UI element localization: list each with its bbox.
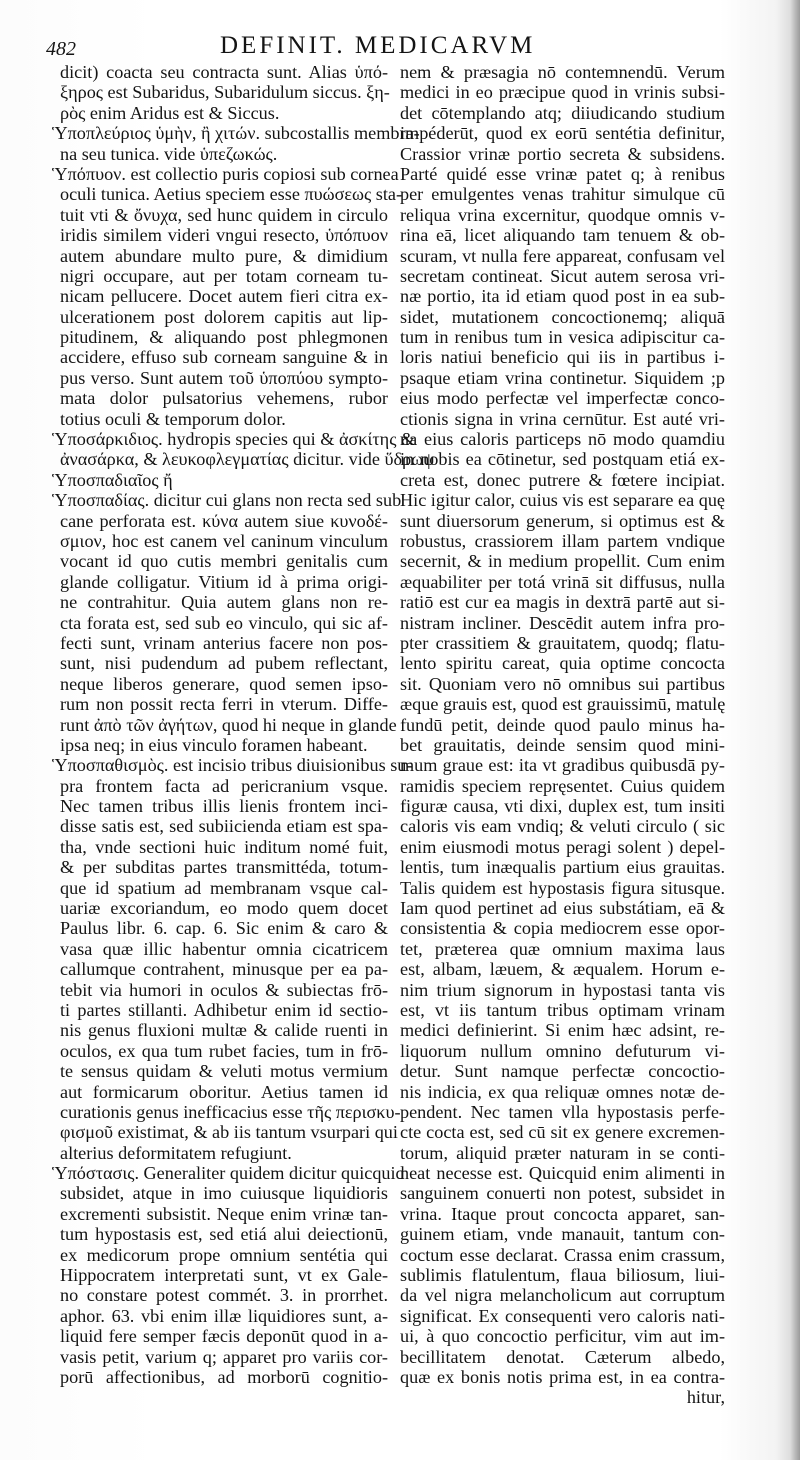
text-line: uariæ excoriandum, eo modo quem docet	[60, 898, 388, 919]
text-line: Hic igitur calor, cuius vis est separare ea quę	[400, 490, 726, 511]
text-line: lento spiritu careat, quia optime concocta	[400, 653, 725, 674]
text-line: creta est, donec putrere & fœtere incipiat.	[400, 469, 725, 490]
left-text-column	[52, 62, 435, 1387]
text-line: ratiō est cur ea magis in dextrā partē aut si-	[400, 592, 725, 613]
text-line: tum hypostasis est, sed etiá alui deiectionū,	[60, 1224, 388, 1245]
text-line: aphor. 63. vbi enim illæ liquidiores sunt, a-	[60, 1305, 388, 1326]
text-line: ui, à quo concoctio perficitur, vim aut im-	[400, 1326, 725, 1347]
text-line: neat necesse est. Quicquid enim alimenti in	[400, 1163, 725, 1184]
text-line: cane perforata est. κύνα autem siue κυνοδέ-	[60, 510, 388, 531]
text-line: Ὑποσπαδίας. dicitur cui glans non recta sed sub	[52, 490, 402, 511]
text-line: oculos, ex qua tum rubet facies, tum in frō-	[60, 1040, 388, 1061]
text-line: est, vt iis tantum tribus optimam vrinam	[400, 999, 725, 1020]
text-line: pitudinem, & aliquando post phlegmonen	[60, 327, 388, 348]
text-line: ti partes stillanti. Adhibetur enim id sectio-	[60, 999, 388, 1020]
text-line: tet, præterea quæ omnium maxima laus	[400, 938, 725, 959]
text-line: æque grauis est, quod est grauissimū, matulę	[400, 694, 726, 715]
text-line: que id spatium ad membranam vsque cal-	[60, 877, 388, 898]
text-line: ramidis speciem repręsentet. Cuius quidem	[400, 775, 725, 796]
text-line: curationis genus inefficacius esse τῆς περισκυ-	[60, 1101, 401, 1122]
text-line: lentis, tum inæqualis partium eius grauitas.	[400, 857, 725, 878]
text-line: fecti sunt, vrinam anterius facere non pos-	[60, 632, 388, 653]
text-line: Ὑπόπυον. est collectio puris copiosi sub cornea	[52, 163, 399, 184]
text-line: pendent. Nec tamen vlla hypostasis perfe-	[400, 1101, 725, 1122]
text-line: σμιον, hoc est canem vel caninum vinculum	[60, 530, 388, 551]
text-line: enim eiusmodi motus peragi solent ) depel-	[400, 836, 725, 857]
text-line: secernit, & in medium propellit. Cum enim	[400, 551, 725, 572]
text-line: tuit vti & ὄνυχα, sed hunc quidem in circulo	[60, 204, 388, 225]
text-line: Ὑποσπαθισμὸς. est incisio tribus diuisionibus su-	[52, 755, 413, 776]
text-line: Crassior vrinæ portio secreta & subsidens.	[400, 143, 725, 164]
text-line: pra frontem facta ad pericranium vsque.	[60, 775, 388, 796]
running-head: DEFINIT. MEDICARVM	[220, 32, 536, 59]
text-line: φισμοῦ existimat, & ab iis tantum vsurpari qui	[60, 1122, 398, 1143]
text-line: vrina. Itaque prout concocta apparet, san-	[400, 1203, 725, 1224]
text-line: in nobis ea cōtinetur, sed postquam etiá ex-	[400, 449, 725, 470]
text-line: medici in eo præcipue quod in vrinis subsi-	[400, 82, 725, 103]
text-line: Iam quod pertinet ad eius substátiam, eā &	[400, 898, 725, 919]
text-line: & per subditas partes transmittéda, totum-	[60, 857, 388, 878]
text-line: na seu tunica. vide ὑπεζωκώς.	[60, 143, 278, 164]
text-line: Ὑποσάρκιδιος. hydropis species qui & ἀσκίτης &	[52, 429, 416, 450]
text-line: Paulus libr. 6. cap. 6. Sic enim & caro &	[60, 918, 388, 939]
text-line: tum in renibus tum in vesica adipiscitur ca-	[400, 327, 725, 348]
text-line: hitur,	[686, 1387, 725, 1408]
text-line: est, albam, læuem, & æqualem. Horum e-	[400, 959, 725, 980]
text-line: vasis petit, varium q; apparet pro variis cor-	[60, 1346, 388, 1367]
text-line: nis genus fluxioni multæ & calide ruenti in	[60, 1020, 388, 1041]
text-line: accidere, effuso sub corneam sanguine & in	[60, 347, 388, 368]
text-line: Talis quidem est hypostasis figura situsque.	[400, 877, 725, 898]
text-line: guinem etiam, vnde manauit, tantum con-	[400, 1224, 725, 1245]
text-line: ex medicorum prope omnium sentétia qui	[60, 1244, 388, 1265]
text-line: vocant id quo cutis membri genitalis cum	[60, 551, 388, 572]
text-line: liquid fere semper fæcis deponūt quod in a-	[60, 1326, 388, 1347]
text-line: quæ ex bonis notis prima est, in ea contra-	[400, 1367, 725, 1387]
text-line: caloris vis eam vndiq; & veluti circulo ( sic	[400, 816, 725, 837]
text-line: detur. Sunt namque perfectæ concoctio-	[400, 1061, 725, 1082]
text-line: alterius deformitatem refugiunt.	[60, 1142, 292, 1163]
text-line: neque liberos generare, quod semen ipso-	[60, 673, 388, 694]
text-line: sunt, nisi pudendum ad pubem reflectant,	[60, 653, 388, 674]
text-line: liquorum nullum omnino defuturum vi-	[400, 1040, 725, 1061]
text-line: da vel nigra melancholicum aut corruptum	[400, 1285, 725, 1306]
text-line: æquabiliter per totá vrinā sit diffusus, nulla	[400, 571, 725, 592]
text-line: mum graue est: ita vt gradibus quibusdā py-	[400, 755, 725, 776]
text-line: scuram, vt nulla fere appareat, confusam vel	[400, 245, 725, 266]
text-line: Hippocratem interpretati sunt, vt ex Gale-	[60, 1265, 388, 1286]
text-line: tha, vnde sectioni huic inditum nomé fuit,	[60, 836, 388, 857]
text-line: pter crassitiem & grauitatem, quodq; flatu-	[400, 632, 725, 653]
text-line: mata dolor pulsatorius vehemens, rubor	[60, 388, 388, 409]
text-line: excrementi subsistit. Neque enim vrinæ tan-	[60, 1203, 388, 1224]
page-number: 482	[46, 38, 76, 60]
text-line: ἀνασάρκα, & λευκοφλεγματίας dicitur. vide ὕδρωψ	[60, 449, 435, 470]
text-line: eius modo perfectæ vel imperfectæ conco-	[400, 388, 725, 409]
text-line: secretam contineat. Sicut autem serosa vri-	[400, 265, 725, 286]
text-line: iridis similem videri vngui resecto, ὑπόπυον	[60, 225, 388, 246]
text-line: loris natiui beneficio qui iis in partibus i-	[400, 347, 725, 368]
text-line: figuræ causa, vti dixi, duplex est, tum insiti	[400, 796, 725, 817]
text-line: nistram incliner. Descēdit autem infra pro-	[400, 612, 725, 633]
text-line: runt ἀπὸ τῶν ἀγήτων, quod hi neque in glande	[60, 714, 397, 735]
text-line: Nec tamen tribus illis lienis frontem inci-	[60, 796, 388, 817]
text-line: ne contrahitur. Quia autem glans non re-	[60, 592, 388, 613]
text-line: ξηρος est Subaridus, Subaridulum siccus. ξη-	[60, 82, 390, 103]
text-line: cte cocta est, sed cū sit ex genere excremen-	[400, 1122, 725, 1143]
text-line: robustus, crassiorem illam partem vndique	[400, 530, 725, 551]
text-line: autem abundare multo pure, & dimidium	[60, 245, 388, 266]
text-line: dicit) coacta seu contracta sunt. Alias ὑπό-	[60, 62, 388, 82]
text-line: vasa quæ illic habentur omnia cicatricem	[60, 938, 388, 959]
text-line: ulcerationem post dolorem capitis aut lip-	[60, 306, 388, 327]
text-line: Ὑποσπαδιαῖος ἤ	[52, 469, 173, 490]
page-edge-shadow	[790, 0, 800, 1460]
text-line: Ὑποπλεύριος ὑμὴν, ἢ χιτών. subcostallis membra-	[52, 123, 420, 144]
text-line: subsidet, atque in imo cuiusque liquidioris	[60, 1183, 388, 1204]
page-header	[40, 30, 780, 62]
text-line: medici definierint. Si enim hæc adsint, re-	[400, 1020, 725, 1041]
text-line: coctum esse declarat. Crassa enim crassum,	[400, 1244, 725, 1265]
text-line: nicam pellucere. Docet autem fieri citra ex-	[60, 286, 388, 307]
text-line: glande colligatur. Vitium id à prima origi-	[60, 571, 388, 592]
text-line: aut formicarum oboritur. Aetius tamen id	[60, 1081, 388, 1102]
text-line: totius oculi & temporum dolor.	[60, 408, 286, 429]
text-line: Ὑπόστασις. Generaliter quidem dicitur quicquid	[52, 1163, 405, 1184]
text-line: sit. Quoniam vero nō omnibus sui partibus	[400, 673, 725, 694]
text-line: porū affectionibus, ad morborū cognitio-	[60, 1367, 388, 1387]
text-line: disse satis est, sed subiicienda etiam est spa-	[60, 816, 388, 837]
text-line: rina eā, licet aliquando tam tenuem & ob-	[400, 225, 725, 246]
text-line: ctionis signa in vrina cernūtur. Est auté vri-	[400, 408, 725, 429]
text-line: callumque contrahent, minusque per ea pa-	[60, 959, 388, 980]
text-line: reliqua vrina excernitur, quodque omnis v-	[400, 204, 725, 225]
text-line: nis indicia, ex qua reliquæ omnes notæ de-	[400, 1081, 725, 1102]
text-line: pus verso. Sunt autem τοῦ ὑποπύου sympto-	[60, 367, 388, 388]
text-line: oculi tunica. Aetius speciem esse πυώσεως sta-	[60, 184, 403, 205]
text-line: cta forata est, sed sub eo vinculo, qui sic af-	[60, 612, 388, 633]
text-line: tebit via humori in oculos & subiectas frō-	[60, 979, 388, 1000]
text-line: fundū petit, deinde quod paulo minus ha-	[400, 714, 725, 735]
text-line: na eius caloris particeps nō modo quamdiu	[400, 429, 725, 450]
text-line: no constare potest commét. 3. in prorrhet.	[60, 1285, 388, 1306]
text-line: torum, aliquid præter naturam in se conti-	[400, 1142, 725, 1163]
text-line: significat. Ex consequenti vero caloris nati-	[400, 1305, 725, 1326]
text-line: ipsa neq; in eius vinculo foramen habeant.	[60, 734, 368, 755]
text-line: næ portio, ita id etiam quod post in ea sub-	[400, 286, 725, 307]
text-line: sublimis flatulentum, flaua biliosum, liui-	[400, 1265, 725, 1286]
text-line: sanguinem conuerti non potest, subsidet in	[400, 1183, 725, 1204]
text-line: impéderūt, quod ex eorū sentétia definitur,	[400, 123, 725, 144]
text-line: Parté quidé esse vrinæ patet q; à renibus	[400, 163, 725, 184]
text-line: consistentia & copia mediocrem esse opor-	[400, 918, 725, 939]
text-line: det cōtemplando atq; diiudicando studium	[400, 102, 725, 123]
text-line: sunt diuersorum generum, si optimus est &	[400, 510, 725, 531]
text-line: te sensus quidam & veluti motus vermium	[60, 1061, 388, 1082]
text-line: nigri occupare, aut per totam corneam tu-	[60, 265, 388, 286]
text-line: nim trium signorum in hypostasi tanta vis	[400, 979, 725, 1000]
text-line: rum non possit recta ferri in vterum. Diffe-	[60, 694, 388, 715]
right-text-column	[400, 62, 725, 1408]
text-line: psaque etiam vrina continetur. Siquidem ;p	[400, 367, 725, 388]
text-line: ρὸς enim Aridus est & Siccus.	[60, 102, 280, 123]
text-line: nem & præsagia nō contemnendū. Verum	[400, 62, 725, 82]
text-line: sidet, mutationem concoctionemq; aliquā	[400, 306, 725, 327]
text-line: becillitatem denotat. Cæterum albedo,	[400, 1346, 725, 1367]
text-line: bet grauitatis, deinde sensim quod mini-	[400, 734, 725, 755]
text-line: per emulgentes venas trahitur simulque cū	[400, 184, 725, 205]
